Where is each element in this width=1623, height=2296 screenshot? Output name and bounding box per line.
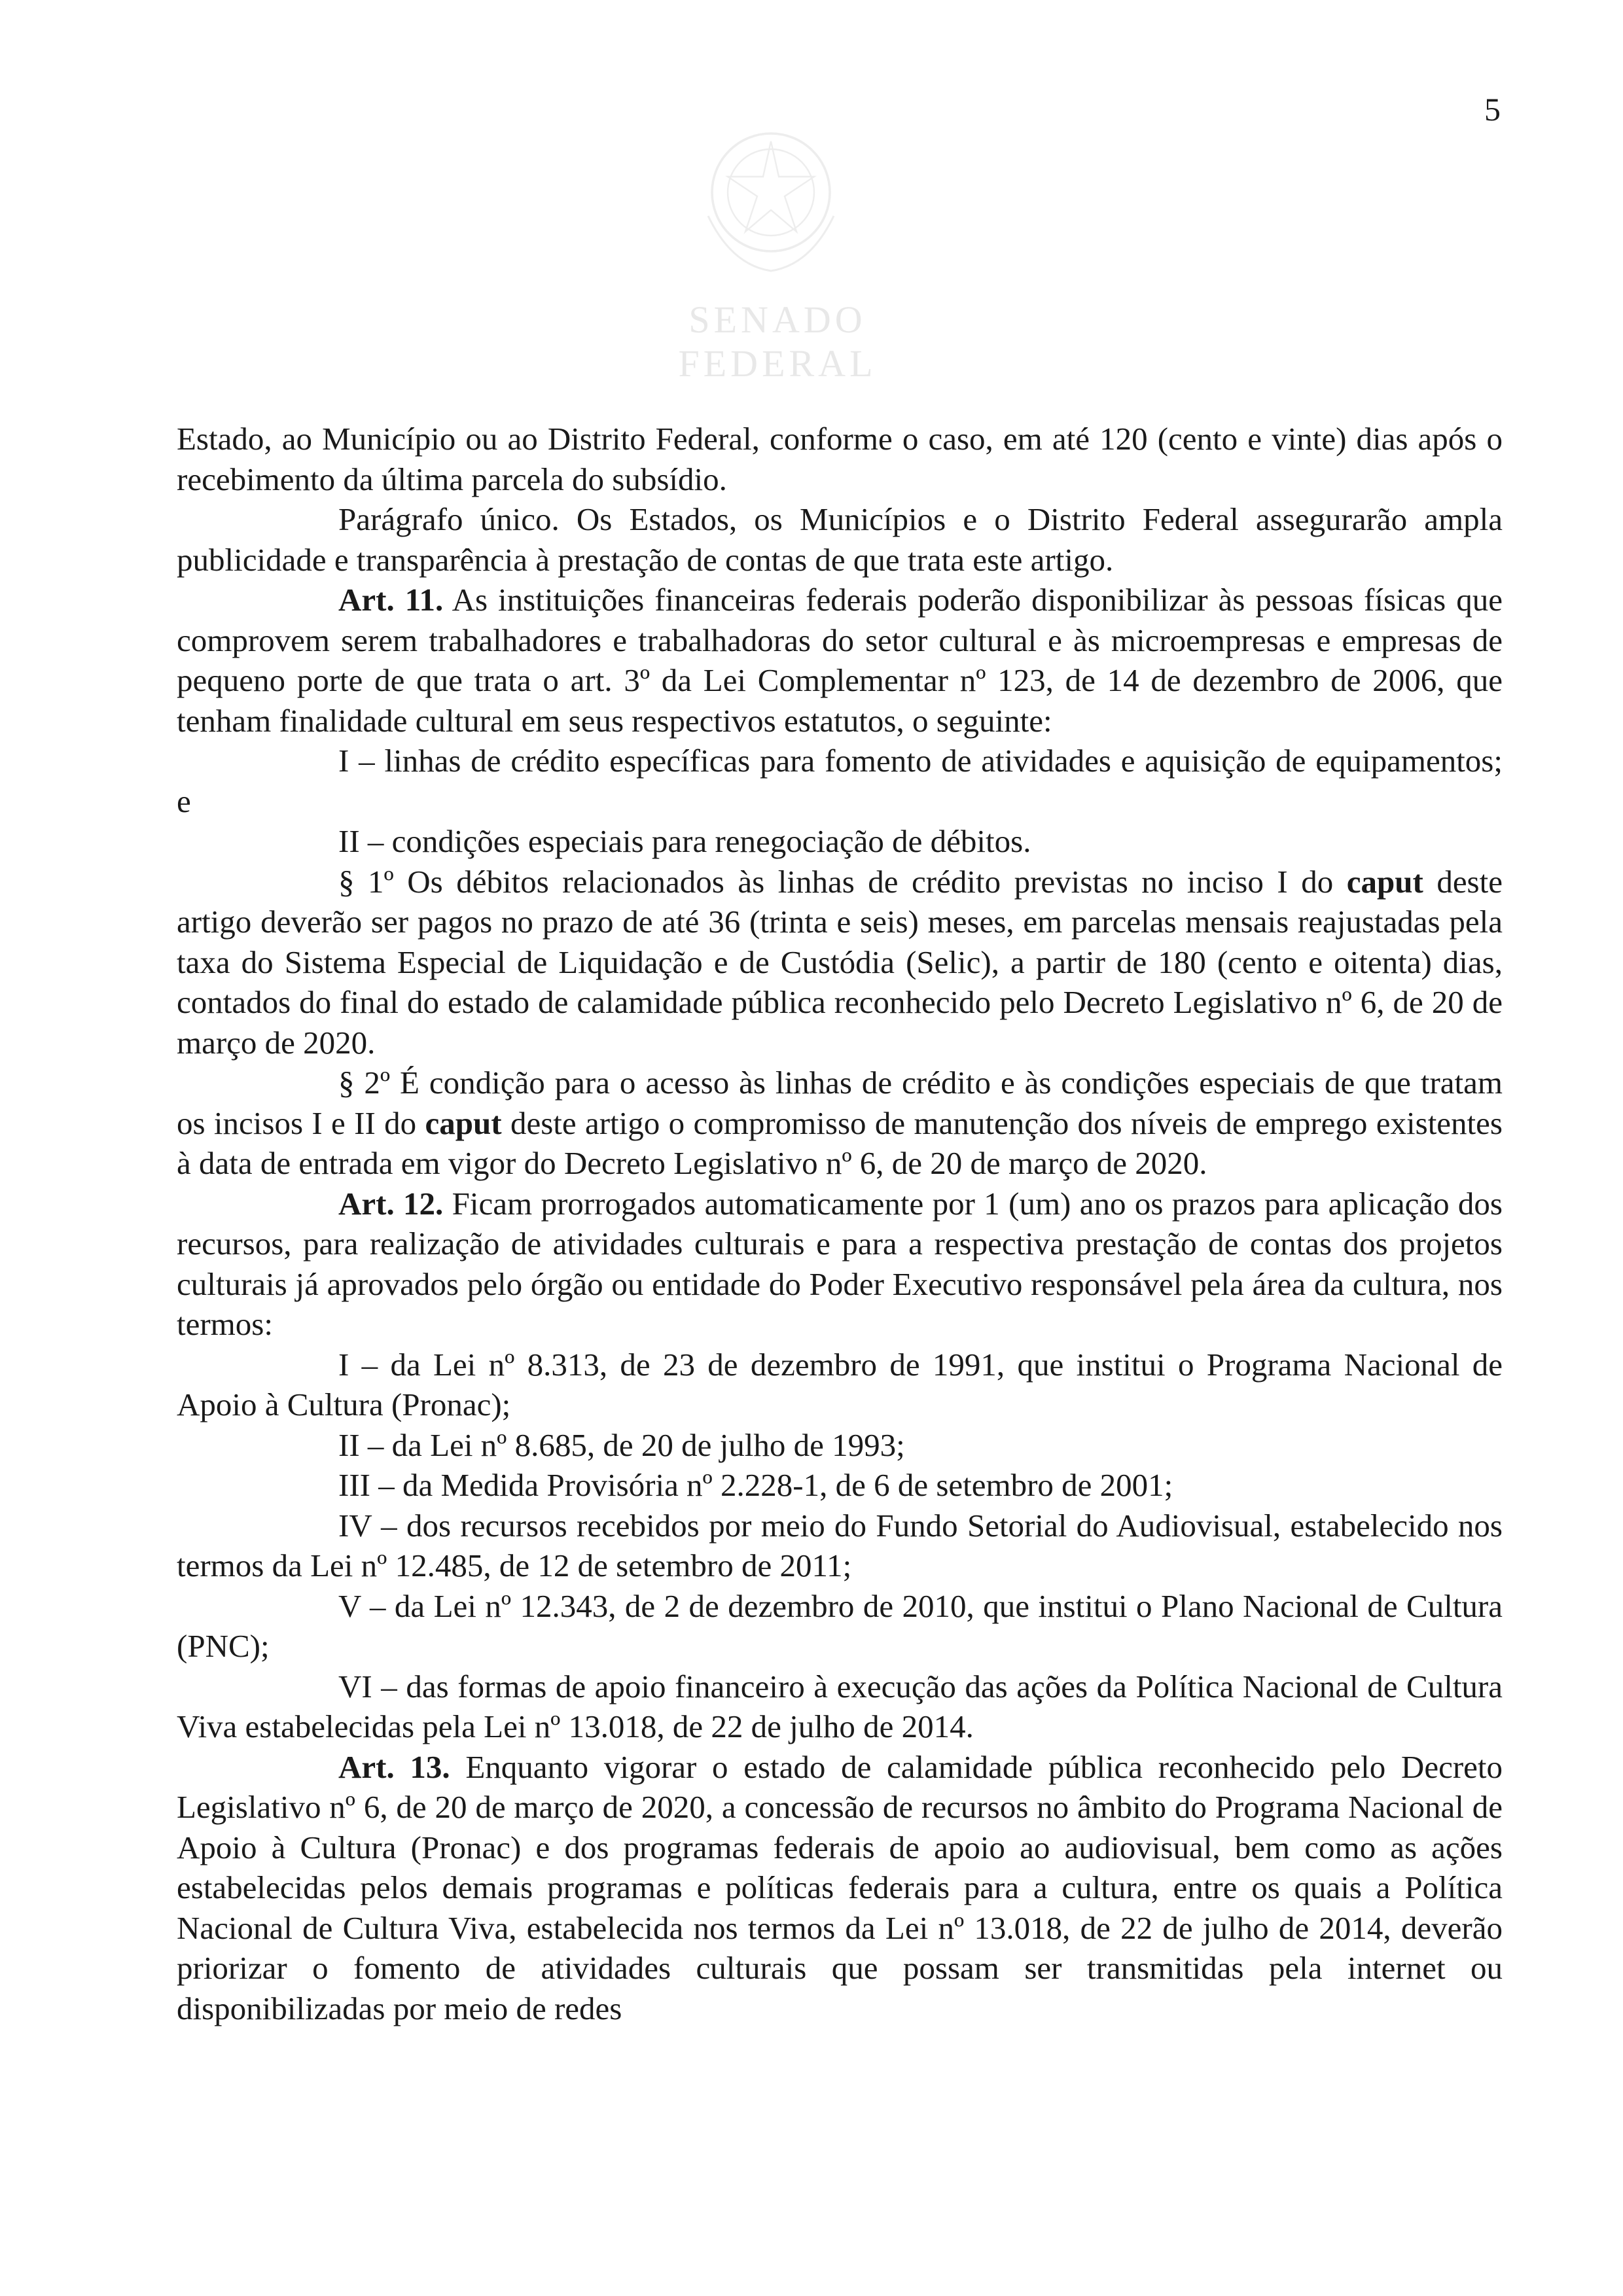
inciso-ii: II – condições especiais para renegociação de débitos.	[338, 823, 1031, 859]
watermark-text: SENADO FEDERAL	[678, 298, 877, 385]
paragraph-text-post: deste artigo o compromisso de manutenção dos níveis de emprego existentes à data de entrada em vigor do Decreto Legislativo nº 6, de 20 de março de 2020.	[177, 1104, 1503, 1181]
paragraph-2	[177, 1063, 1503, 1184]
caput-term: caput	[425, 1104, 502, 1141]
inciso-vi: VI – das formas de apoio financeiro à execução das ações da Política Nacional de Cultura Viva estabelecidas pela Lei nº 13.018, de 22 de julho de 2014.	[177, 1668, 1503, 1744]
paragraph-text-pre: § 2º É condição para o acesso às linhas de crédito e às condições especiais de que tratam os incisos I e II do	[177, 1065, 1503, 1141]
inciso-i: I – da Lei nº 8.313, de 23 de dezembro de 1991, que institui o Programa Nacional de Apoio à Cultura (Pronac);	[177, 1346, 1503, 1422]
article-heading: Art. 13.	[338, 1748, 450, 1785]
article-heading: Art. 11.	[338, 582, 444, 618]
article-text: Enquanto vigorar o estado de calamidade pública reconhecido pelo Decreto Legislativo nº 6, de 20 de março de 2020, a concessão de recursos no âmbito do Programa Nacional de Apoio à Cultura (Pronac) e dos programas federais de apoio ao audiovisual, bem como as ações estabelecidas pelos demais programas e políticas federais para a cultura, entre os quais a Política Nacional de Cultura Viva, estabelecida nos termos da Lei nº 13.018, de 22 de julho de 2014, deverão priorizar o fomento de atividades culturais que possam ser transmitidas pela internet ou disponibilizadas por meio de redes	[177, 1748, 1503, 2026]
inciso-iv: IV – dos recursos recebidos por meio do Fundo Setorial do Audiovisual, estabelecido nos termos da Lei nº 12.485, de 12 de setembro de 2011;	[177, 1507, 1503, 1583]
paragraph-text-post: deste artigo deverão ser pagos no prazo de até 36 (trinta e seis) meses, em parcelas mensais reajustadas pela taxa do Sistema Especial de Liquidação e de Custódia (Selic), a partir de 180 (cento e oitenta) dias, contados do final do estado de calamidade pública reconhecido pelo Decreto Legislativo nº 6, de 20 de março de 2020.	[177, 863, 1503, 1061]
inciso-iii: III – da Medida Provisória nº 2.228-1, de 6 de setembro de 2001;	[338, 1467, 1173, 1503]
paragraph-1	[177, 862, 1503, 1063]
article-13	[177, 1747, 1503, 2029]
inciso-v: V – da Lei nº 12.343, de 2 de dezembro de 2010, que institui o Plano Nacional de Cultura (PNC);	[177, 1587, 1503, 1664]
article-11	[177, 580, 1503, 741]
inciso-i: I – linhas de crédito específicas para fomento de atividades e aquisição de equipamentos; e	[177, 743, 1503, 819]
article-text: As instituições financeiras federais poderão disponibilizar às pessoas físicas que comprovem serem trabalhadores e trabalhadoras do setor cultural e às microempresas e empresas de pequeno porte de que trata o art. 3º da Lei Complementar nº 123, de 14 de dezembro de 2006, que tenham finalidade cultural em seus respectivos estatutos, o seguinte:	[177, 582, 1503, 739]
paragraph-text-pre: § 1º Os débitos relacionados às linhas de crédito previstas no inciso I do	[338, 863, 1347, 900]
paragraph-continuation: Estado, ao Município ou ao Distrito Federal, conforme o caso, em até 120 (cento e vinte) dias após o recebimento da última parcela do subsídio.	[177, 421, 1503, 497]
coat-of-arms-watermark	[673, 98, 869, 294]
article-12	[177, 1184, 1503, 1345]
caput-term: caput	[1346, 863, 1423, 900]
inciso-ii: II – da Lei nº 8.685, de 20 de julho de 1993;	[338, 1426, 905, 1463]
page-number: 5	[1484, 91, 1501, 128]
article-text: Ficam prorrogados automaticamente por 1 (um) ano os prazos para aplicação dos recursos, para realização de atividades culturais e para a respectiva prestação de contas dos projetos culturais já aprovados pelo órgão ou entidade do Poder Executivo responsável pela área da cultura, nos termos:	[177, 1185, 1503, 1342]
article-heading: Art. 12.	[338, 1185, 444, 1222]
paragraph-unico: Parágrafo único. Os Estados, os Municípios e o Distrito Federal assegurarão ampla publicidade e transparência à prestação de contas de que trata este artigo.	[177, 501, 1503, 578]
document-body	[177, 419, 1503, 2028]
